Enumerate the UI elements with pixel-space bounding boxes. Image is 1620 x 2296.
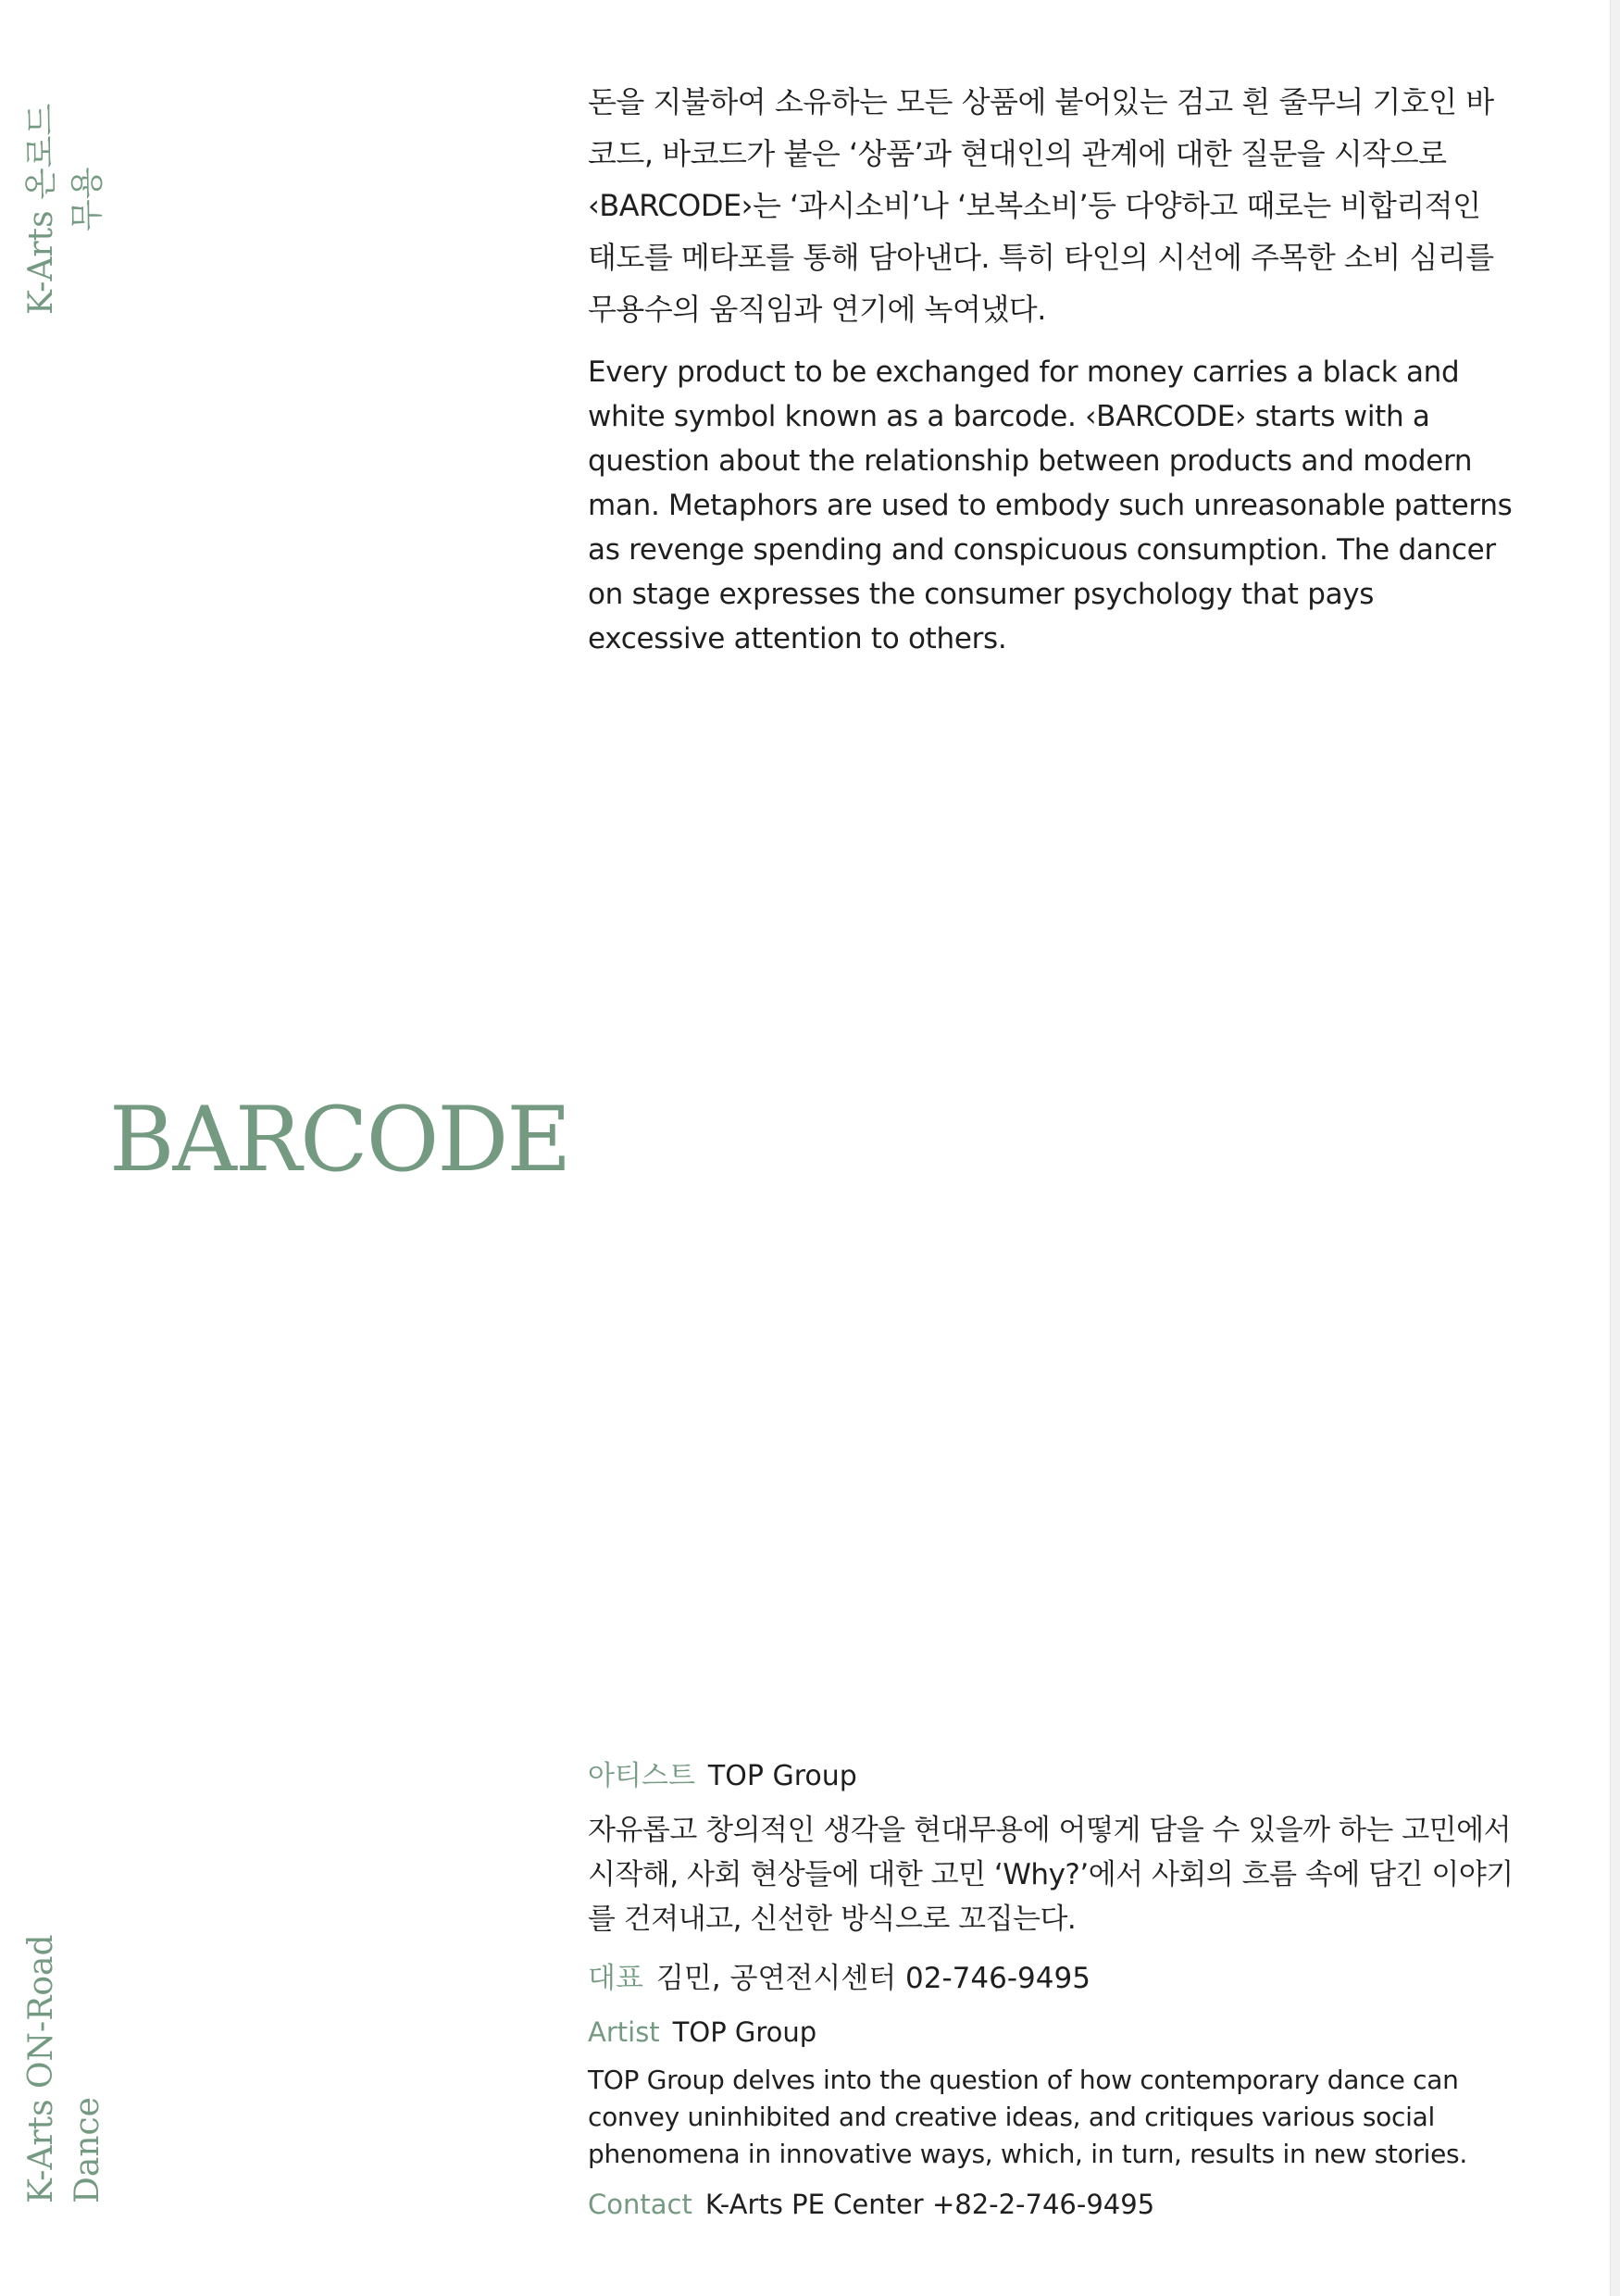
contact-ko-value: 김민, 공연전시센터 02-746-9495 [655,1962,1090,1995]
artist-ko-row [588,1754,1514,1799]
artist-ko-label: 아티스트 [588,1760,695,1792]
page-title: BARCODE [109,1088,570,1192]
contact-en-label: Contact [588,2189,692,2220]
side-label-bottom-line2: Dance [69,2097,106,2203]
page-edge [1610,0,1620,2296]
artist-ko-value: TOP Group [707,1760,857,1792]
artist-info [588,1754,1514,2225]
side-label-bottom-line1: K-Arts ON-Road [22,1934,60,2203]
artist-en-description: TOP Group delves into the question of how contemporary dance can convey uninhibited and creative ideas, and critiques various social phenomena in innovative ways, which, in turn, results in new stories. [588,2065,1467,2169]
contact-ko-row [588,1956,1514,2001]
contact-en-row [588,2184,1514,2225]
intro-english [588,350,1514,661]
intro-korean [588,76,1514,335]
side-label-top-line1: K-Arts 온로드 [22,103,60,315]
side-label-top [22,0,204,370]
contact-en-value: K-Arts PE Center +82-2-746-9495 [704,2189,1155,2220]
intro-english-text: Every product to be exchanged for money carries a black and white symbol known as a barcode. ‹BARCODE› starts with a question about the relationship between products and modern man. Metaphors are used to embody such unreasonable patterns as revenge spending and conspicuous consumption. The dancer on stage expresses the consumer psychology that pays excessive attention to others. [588,356,1513,655]
artist-en-label: Artist [588,2016,660,2048]
intro-korean-text: 돈을 지불하여 소유하는 모든 상품에 붙어있는 검고 흰 줄무늬 기호인 바코드, 바코드가 붙은 ‘상품’과 현대인의 관계에 대한 질문을 시작으로 ‹BARCODE›는 ‘과시소비’나 ‘보복소비’등 다양하고 때로는 비합리적인 태도를 메타포를 통해 담아낸다. 특히 타인의 시선에 주목한 소비 심리를 무용수의 움직임과 연기에 녹여냈다. [588,84,1494,327]
artist-en-row [588,2012,1514,2053]
contact-ko-label: 대표 [588,1962,643,1995]
side-label-bottom [22,1852,204,2222]
artist-en-value: TOP Group [672,2016,817,2048]
side-label-top-line2: 무용 [69,167,106,231]
artist-ko-description: 자유롭고 창의적인 생각을 현대무용에 어떻게 담을 수 있을까 하는 고민에서 시작해, 사회 현상들에 대한 고민 ‘Why?’에서 사회의 흐름 속에 담긴 이야기를 건져내고, 신선한 방식으로 꼬집는다. [588,1814,1514,1936]
